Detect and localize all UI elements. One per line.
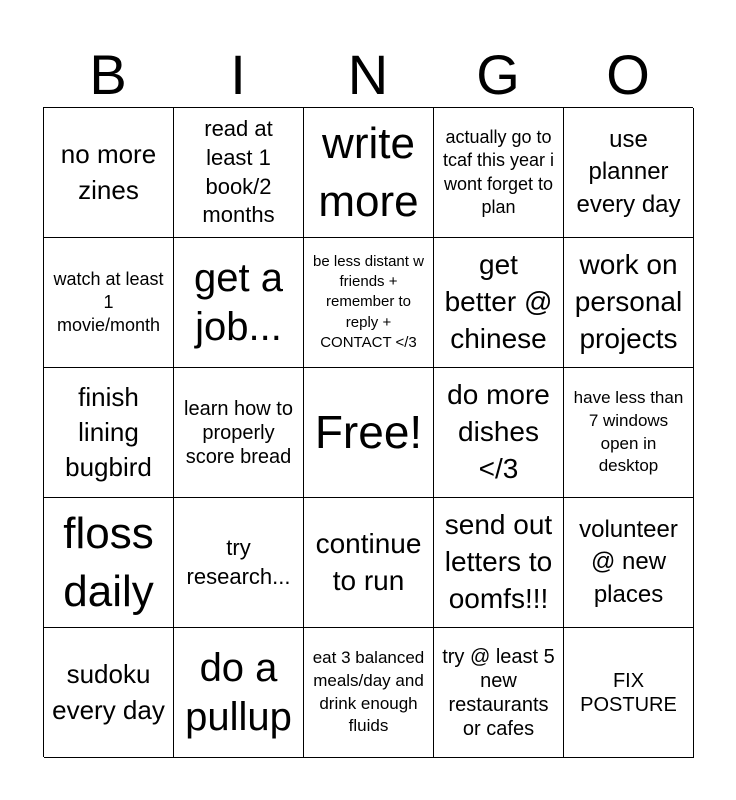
bingo-cell-text: have less than 7 windows open in desktop [573, 388, 684, 476]
header-letter-i: I [230, 43, 246, 106]
bingo-card [43, 107, 693, 757]
bingo-cell-text: volunteer @ new places [579, 515, 678, 608]
bingo-cell[interactable] [174, 368, 304, 498]
bingo-header [43, 44, 693, 106]
bingo-cell-text: get a job... [194, 255, 283, 349]
bingo-cell-text: be less distant w friends + remember to reply + CONTACT </3 [313, 252, 424, 351]
bingo-cell-text: use planner every day [576, 125, 681, 218]
bingo-cell[interactable] [304, 498, 434, 628]
bingo-cell-text: try @ least 5 new restaurants or cafes [442, 645, 555, 740]
bingo-cell-text: floss daily [63, 509, 154, 616]
bingo-cell[interactable] [304, 238, 434, 368]
bingo-cell[interactable] [44, 368, 174, 498]
bingo-cell[interactable] [44, 498, 174, 628]
bingo-cell-text: continue to run [315, 527, 422, 596]
bingo-cell-text: work on personal projects [574, 249, 683, 354]
bingo-cell[interactable] [434, 368, 564, 498]
bingo-cell[interactable] [434, 498, 564, 628]
header-letter-n: N [347, 43, 389, 106]
header-letter-o: O [606, 43, 650, 106]
bingo-cell[interactable] [304, 628, 434, 758]
bingo-cell-text: do a pullup [185, 645, 292, 739]
bingo-cell[interactable] [44, 108, 174, 238]
bingo-cell-text: try research... [186, 534, 291, 589]
bingo-cell-text: actually go to tcaf this year i wont forget to plan [442, 127, 555, 217]
bingo-cell-text: FIX POSTURE [580, 669, 677, 716]
bingo-cell-text: learn how to properly score bread [184, 397, 293, 468]
bingo-cell[interactable] [564, 368, 694, 498]
header-letter-b: B [89, 43, 127, 106]
bingo-cell[interactable] [564, 108, 694, 238]
bingo-cell[interactable] [564, 498, 694, 628]
bingo-cell[interactable] [564, 238, 694, 368]
bingo-cell[interactable] [174, 628, 304, 758]
bingo-cell-text: sudoku every day [52, 659, 165, 725]
bingo-cell-text: do more dishes </3 [447, 379, 550, 484]
bingo-cell-text: Free! [314, 405, 423, 458]
bingo-cell-text: read at least 1 book/2 months [202, 116, 275, 228]
bingo-cell-text: send out letters to oomfs!!! [444, 509, 553, 614]
bingo-cell[interactable] [434, 108, 564, 238]
bingo-cell-text: get better @ chinese [444, 249, 553, 354]
bingo-cell[interactable] [174, 238, 304, 368]
bingo-cell[interactable] [304, 108, 434, 238]
bingo-cell-text: eat 3 balanced meals/day and drink enough fluids [312, 648, 425, 736]
header-letter-g: G [476, 43, 520, 106]
bingo-cell[interactable] [434, 238, 564, 368]
bingo-cell[interactable] [174, 498, 304, 628]
bingo-cell[interactable] [434, 628, 564, 758]
free-space[interactable] [304, 368, 434, 498]
bingo-cell[interactable] [44, 628, 174, 758]
bingo-cell[interactable] [174, 108, 304, 238]
bingo-cell[interactable] [564, 628, 694, 758]
bingo-cell[interactable] [44, 238, 174, 368]
bingo-cell-text: no more zines [60, 139, 157, 205]
bingo-cell-text: write more [318, 119, 419, 226]
bingo-cell-text: finish lining bugbird [65, 381, 152, 483]
bingo-cell-text: watch at least 1 movie/month [53, 268, 164, 336]
